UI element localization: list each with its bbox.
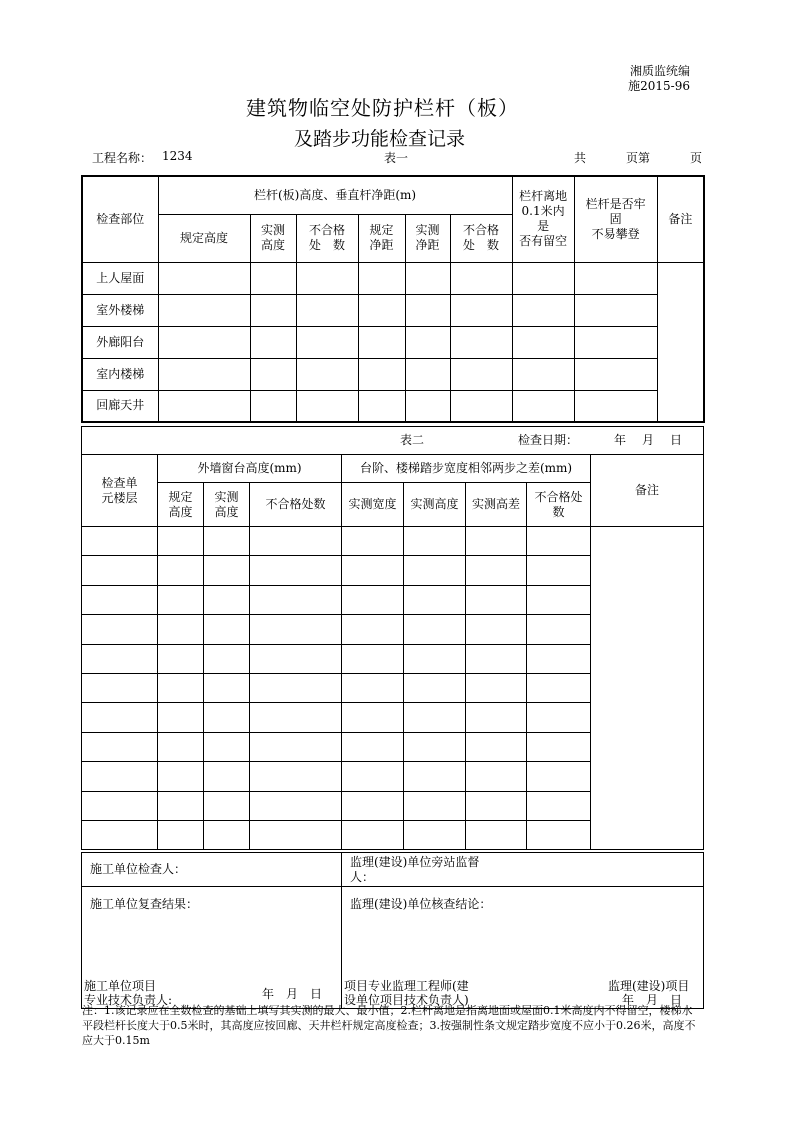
cell[interactable] [405, 358, 450, 390]
cell[interactable] [158, 262, 250, 294]
railing-table [81, 175, 705, 423]
page-total-label: 共 [574, 151, 587, 165]
col-firm: 栏杆是否牢 固 不易攀登 [574, 176, 657, 262]
page-subtitle: 及踏步功能检查记录 [294, 128, 466, 150]
cell[interactable] [574, 358, 657, 390]
page-current-label: 页第 [626, 151, 651, 165]
cell[interactable] [450, 358, 512, 390]
cell[interactable] [296, 262, 358, 294]
project-name-label: 工程名称： [92, 151, 153, 165]
col-spec-height: 规定高度 [158, 214, 250, 262]
col-step-height: 实测高度 [404, 483, 466, 527]
col-remark2: 备注 [591, 455, 704, 527]
page-title: 建筑物临空处防护栏杆（板） [246, 96, 519, 120]
col-spec-gap: 规定 净距 [358, 214, 405, 262]
cell[interactable] [342, 791, 404, 820]
cell[interactable] [204, 673, 250, 702]
col-railing-group: 栏杆(板)高度、垂直杆净距(m) [158, 176, 512, 214]
cell[interactable] [404, 762, 466, 791]
cell[interactable] [82, 762, 158, 791]
cell[interactable] [342, 762, 404, 791]
date-year[interactable]: 年 [614, 433, 627, 447]
cell[interactable] [158, 527, 204, 556]
cell[interactable] [404, 527, 466, 556]
cell[interactable] [250, 673, 342, 702]
cell[interactable] [158, 390, 250, 422]
cell[interactable] [466, 527, 527, 556]
cell[interactable] [342, 732, 404, 761]
col-unit-floor: 检查单 元楼层 [82, 455, 158, 527]
cell[interactable] [204, 703, 250, 732]
cell[interactable] [250, 732, 342, 761]
review-label: 施工单位复查结果： [90, 897, 199, 911]
form-code [600, 64, 690, 94]
cell[interactable] [204, 791, 250, 820]
cell[interactable] [404, 585, 466, 614]
cell[interactable] [158, 358, 250, 390]
cell[interactable] [466, 791, 527, 820]
project-right-label: 监理(建设)项目 [608, 979, 690, 993]
cell[interactable] [296, 294, 358, 326]
cell[interactable] [158, 791, 204, 820]
footnote: 注：1.该记录应在全数检查的基础上填写其实测的最大、最小值；2.栏杆离地是指离地面或屋面0.1米高度内不得留空，楼梯水平段栏杆长度大于0.5米时，其高度应按回廊、天井栏杆规定高度检查；3.按强制性条文规定踏步宽度不应小于0.26米，高度不应大于0.15m [82, 1004, 696, 1047]
cell[interactable] [204, 820, 250, 849]
cell[interactable] [358, 262, 405, 294]
col-remark: 备注 [657, 176, 704, 262]
cell[interactable] [158, 673, 204, 702]
cell[interactable] [204, 615, 250, 644]
cell[interactable] [342, 820, 404, 849]
cell[interactable] [512, 390, 574, 422]
table2-label: 表二 [400, 433, 425, 447]
cell[interactable] [158, 585, 204, 614]
cell[interactable] [250, 585, 342, 614]
cell[interactable] [158, 762, 204, 791]
cell[interactable] [404, 556, 466, 585]
row-location: 上人屋面 [82, 262, 158, 294]
cell[interactable] [450, 326, 512, 358]
cell[interactable] [527, 703, 591, 732]
cell[interactable] [404, 820, 466, 849]
cell[interactable] [158, 732, 204, 761]
cell[interactable] [82, 820, 158, 849]
conclusion-label: 监理(建设)单位核查结论： [350, 897, 492, 911]
cell[interactable] [82, 585, 158, 614]
engineer-label: 项目专业监理工程师(建 设单位项目技术负责人) [344, 979, 469, 1007]
cell[interactable] [466, 585, 527, 614]
cell[interactable] [527, 820, 591, 849]
cell[interactable] [204, 585, 250, 614]
cell[interactable] [82, 703, 158, 732]
row-location: 外廊阳台 [82, 326, 158, 358]
cell[interactable] [82, 673, 158, 702]
cell[interactable] [466, 644, 527, 673]
project-name-value: 1234 [162, 149, 193, 163]
cell[interactable] [250, 791, 342, 820]
cell[interactable] [527, 791, 591, 820]
cell[interactable] [466, 820, 527, 849]
cell[interactable] [250, 820, 342, 849]
date-day[interactable]: 日 [670, 433, 683, 447]
cell[interactable] [250, 358, 296, 390]
cell[interactable] [342, 644, 404, 673]
cell[interactable] [527, 527, 591, 556]
remark-cell[interactable] [657, 262, 704, 422]
cell[interactable] [342, 615, 404, 644]
table-row [82, 527, 704, 556]
tech-lead-label: 施工单位项目 专业技术负责人: [84, 979, 173, 1007]
col-location: 检查部位 [82, 176, 158, 262]
cell[interactable] [466, 703, 527, 732]
col-gap-ground: 栏杆离地 0.1米内 是 否有留空 [512, 176, 574, 262]
col-window-spec: 规定 高度 [158, 483, 204, 527]
remark-cell[interactable] [591, 527, 704, 850]
cell[interactable] [358, 358, 405, 390]
cell[interactable] [450, 262, 512, 294]
conclusion-cell[interactable] [342, 887, 704, 1009]
cell[interactable] [450, 390, 512, 422]
cell[interactable] [527, 615, 591, 644]
col-step-group: 台阶、楼梯踏步宽度相邻两步之差(mm) [342, 455, 591, 483]
cell[interactable] [204, 732, 250, 761]
cell[interactable] [158, 703, 204, 732]
cell[interactable] [512, 262, 574, 294]
cell[interactable] [296, 358, 358, 390]
cell[interactable] [527, 673, 591, 702]
cell[interactable] [82, 732, 158, 761]
cell[interactable] [405, 262, 450, 294]
cell[interactable] [512, 294, 574, 326]
window-step-table [81, 426, 704, 850]
col-step-width: 实测宽度 [342, 483, 404, 527]
cell[interactable] [527, 762, 591, 791]
row-location: 室内楼梯 [82, 358, 158, 390]
cell[interactable] [574, 294, 657, 326]
col-window-meas: 实测 高度 [204, 483, 250, 527]
review-cell[interactable] [82, 887, 342, 1009]
page-end-label: 页 [690, 151, 703, 165]
cell[interactable] [527, 556, 591, 585]
cell[interactable] [512, 326, 574, 358]
cell[interactable] [342, 527, 404, 556]
cell[interactable] [466, 732, 527, 761]
cell[interactable] [82, 527, 158, 556]
col-fail-height: 不合格 处 数 [296, 214, 358, 262]
supervisor-field[interactable]: 监理(建设)单位旁站监督 人： [342, 853, 704, 887]
cell[interactable] [296, 390, 358, 422]
cell[interactable] [512, 358, 574, 390]
form-code-line1: 湘质监统编 [629, 64, 690, 78]
cell[interactable] [250, 556, 342, 585]
cell[interactable] [250, 615, 342, 644]
inspector-field[interactable]: 施工单位检查人： [82, 853, 342, 887]
col-meas-gap: 实测 净距 [405, 214, 450, 262]
cell[interactable] [296, 326, 358, 358]
cell[interactable] [342, 703, 404, 732]
cell[interactable] [82, 556, 158, 585]
cell[interactable] [342, 556, 404, 585]
date2[interactable]: 年 月 日 [622, 993, 683, 1007]
cell[interactable] [250, 527, 342, 556]
row-location: 室外楼梯 [82, 294, 158, 326]
cell[interactable] [158, 326, 250, 358]
cell[interactable] [527, 585, 591, 614]
col-window-fail: 不合格处数 [250, 483, 342, 527]
cell[interactable] [466, 615, 527, 644]
cell[interactable] [574, 390, 657, 422]
cell[interactable] [250, 703, 342, 732]
col-step-fail: 不合格处 数 [527, 483, 591, 527]
cell[interactable] [527, 732, 591, 761]
cell[interactable] [82, 615, 158, 644]
signature-table [81, 852, 704, 1009]
cell[interactable] [158, 644, 204, 673]
cell[interactable] [466, 556, 527, 585]
col-meas-height: 实测 高度 [250, 214, 296, 262]
cell[interactable] [527, 644, 591, 673]
date1[interactable]: 年 月 日 [262, 987, 323, 1001]
form-code-line2: 施2015-96 [628, 79, 690, 93]
cell[interactable] [574, 326, 657, 358]
cell[interactable] [82, 791, 158, 820]
cell[interactable] [466, 762, 527, 791]
cell[interactable] [204, 644, 250, 673]
cell[interactable] [158, 820, 204, 849]
cell[interactable] [404, 615, 466, 644]
col-step-diff: 实测高差 [466, 483, 527, 527]
cell[interactable] [204, 556, 250, 585]
col-window-group: 外墙窗台高度(mm) [158, 455, 342, 483]
table2-header-bar [82, 427, 704, 455]
row-location: 回廊天井 [82, 390, 158, 422]
cell[interactable] [250, 762, 342, 791]
date-month[interactable]: 月 [642, 433, 655, 447]
cell[interactable] [358, 326, 405, 358]
cell[interactable] [404, 732, 466, 761]
cell[interactable] [158, 294, 250, 326]
cell[interactable] [466, 673, 527, 702]
cell[interactable] [450, 294, 512, 326]
cell[interactable] [574, 262, 657, 294]
check-date-label: 检查日期： [518, 433, 579, 447]
cell[interactable] [82, 644, 158, 673]
cell[interactable] [158, 556, 204, 585]
cell[interactable] [404, 644, 466, 673]
cell[interactable] [250, 644, 342, 673]
cell[interactable] [405, 390, 450, 422]
cell[interactable] [342, 585, 404, 614]
cell[interactable] [158, 615, 204, 644]
cell[interactable] [204, 527, 250, 556]
cell[interactable] [404, 703, 466, 732]
cell[interactable] [250, 294, 296, 326]
cell[interactable] [358, 390, 405, 422]
table1-label: 表一 [384, 151, 409, 165]
cell[interactable] [250, 390, 296, 422]
cell[interactable] [404, 791, 466, 820]
cell[interactable] [250, 326, 296, 358]
cell[interactable] [250, 262, 296, 294]
cell[interactable] [405, 326, 450, 358]
cell[interactable] [358, 294, 405, 326]
cell[interactable] [204, 762, 250, 791]
cell[interactable] [404, 673, 466, 702]
col-fail-gap: 不合格 处 数 [450, 214, 512, 262]
cell[interactable] [405, 294, 450, 326]
cell[interactable] [342, 673, 404, 702]
